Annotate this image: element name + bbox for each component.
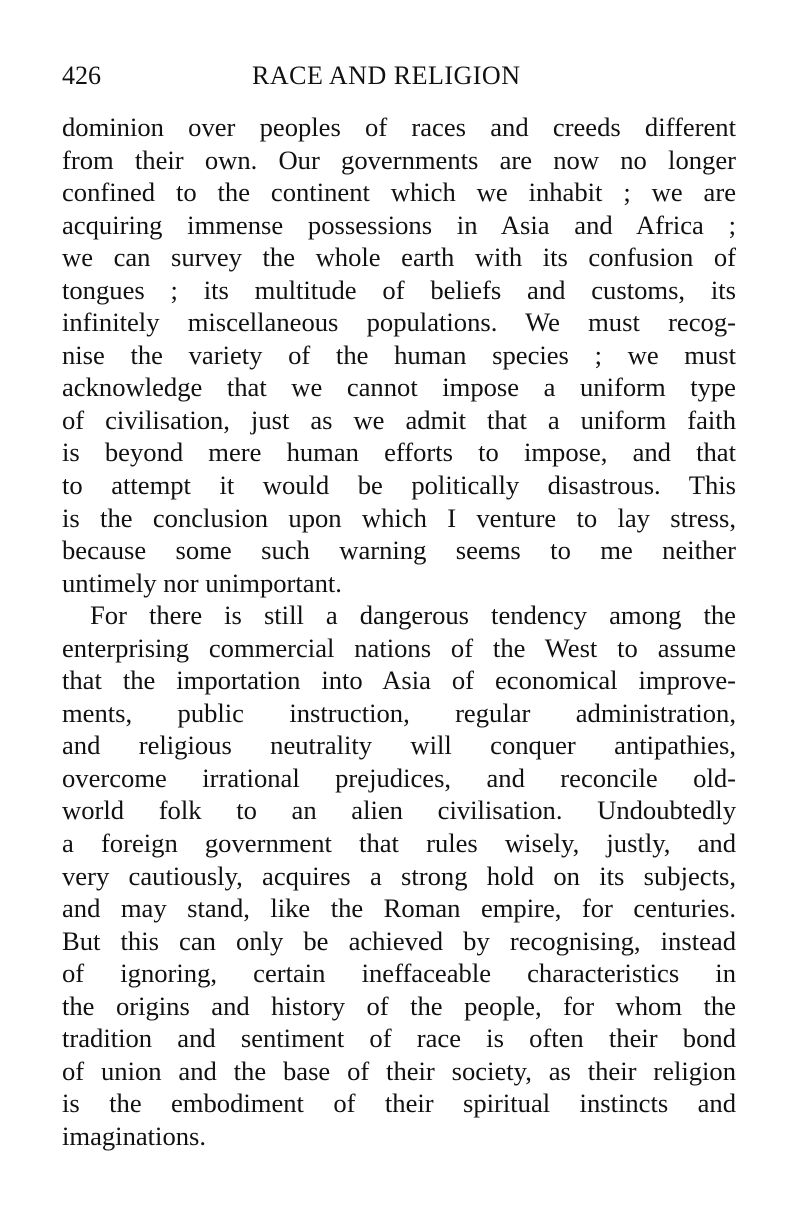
text-line: For there is still a dangerous tendency among the <box>90 600 736 631</box>
page-number: 426 <box>62 61 101 90</box>
text-line: a foreign government that rules wisely, justly, and <box>62 828 736 859</box>
text-line: of civilisation, just as we admit that a uniform faith <box>62 404 736 435</box>
text-line: is beyond mere human efforts to impose, and that <box>62 437 736 468</box>
text-line: But this can only be achieved by recognising, instead <box>62 925 736 956</box>
text-line: acknowledge that we cannot impose a uniform type <box>62 372 736 403</box>
text-line: the origins and history of the people, for whom the <box>62 990 736 1021</box>
body-text <box>62 111 736 1153</box>
text-line: dominion over peoples of races and creeds different <box>62 112 736 142</box>
text-line: to attempt it would be politically disastrous. This <box>62 470 736 501</box>
text-line: we can survey the whole earth with its confusion of <box>62 242 736 273</box>
text-line: is the conclusion upon which I venture to lay stress, <box>62 502 736 533</box>
text-line: nise the variety of the human species ; we must <box>62 339 736 370</box>
text-line: very cautiously, acquires a strong hold on its subjects, <box>62 860 736 891</box>
text-line: of ignoring, certain ineffaceable characteristics in <box>62 958 736 989</box>
text-line: and may stand, like the Roman empire, for centuries. <box>62 893 736 924</box>
text-line: enterprising commercial nations of the West to assume <box>62 632 736 663</box>
text-line: that the importation into Asia of economical improve- <box>62 665 736 696</box>
running-head: RACE AND RELIGION <box>252 61 521 90</box>
text-line: confined to the continent which we inhabit ; we are <box>62 177 736 208</box>
text-line: imaginations. <box>62 1120 207 1151</box>
text-line: overcome irrational prejudices, and reconcile old- <box>62 762 736 793</box>
text-line: tradition and sentiment of race is often their bond <box>62 1023 736 1054</box>
paragraph <box>62 111 736 599</box>
page-header <box>62 58 738 94</box>
text-line: untimely nor unimportant. <box>62 567 342 598</box>
text-line: tongues ; its multitude of beliefs and customs, its <box>62 274 736 305</box>
text-line: ments, public instruction, regular administration, <box>62 697 736 728</box>
text-line: infinitely miscellaneous populations. We must recog- <box>62 307 736 338</box>
text-line: world folk to an alien civilisation. Undoubtedly <box>62 795 736 826</box>
text-line: because some such warning seems to me neither <box>62 535 736 566</box>
paragraph <box>62 599 736 1152</box>
text-line: of union and the base of their society, as their religion <box>62 1055 736 1086</box>
text-line: is the embodiment of their spiritual instincts and <box>62 1088 736 1119</box>
text-line: and religious neutrality will conquer antipathies, <box>62 730 736 761</box>
text-line: acquiring immense possessions in Asia and Africa ; <box>62 209 736 240</box>
text-line: from their own. Our governments are now no longer <box>62 144 736 175</box>
